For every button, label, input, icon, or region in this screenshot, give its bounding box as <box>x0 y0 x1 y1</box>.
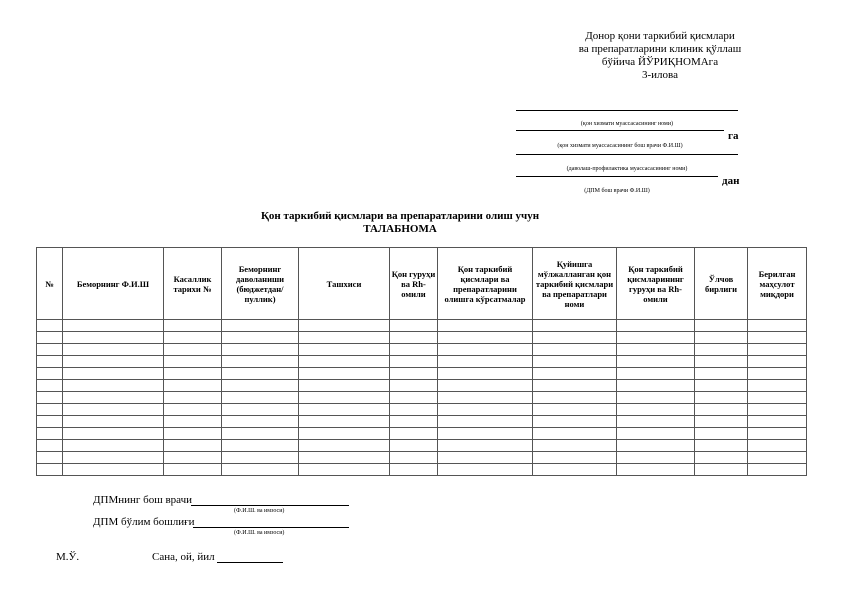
table-cell[interactable] <box>63 368 164 380</box>
table-cell[interactable] <box>299 464 390 476</box>
table-cell[interactable] <box>438 464 533 476</box>
table-cell[interactable] <box>164 380 222 392</box>
table-cell[interactable] <box>37 440 63 452</box>
col-header-patient-name: Беморнинг Ф.И.Ш <box>63 248 164 320</box>
table-cell[interactable] <box>695 416 748 428</box>
header-note-line: Донор қони таркибий қисмлари <box>585 30 735 42</box>
table-cell[interactable] <box>222 356 299 368</box>
table-cell[interactable] <box>533 344 617 356</box>
table-cell[interactable] <box>695 452 748 464</box>
col-header-blood-group: Қон гуруҳи ва Rh-омили <box>390 248 438 320</box>
table-cell[interactable] <box>695 356 748 368</box>
col-header-number: № <box>37 248 63 320</box>
table-cell[interactable] <box>695 404 748 416</box>
chief-signature-caption: (Ф.И.Ш. ва имзоси) <box>234 508 285 514</box>
table-cell[interactable] <box>695 368 748 380</box>
table-row <box>37 416 807 428</box>
title-line: Қон таркибий қисмлари ва препаратларини олиш учун <box>260 210 540 222</box>
col-header-component-group: Қон таркибий қисмларининг гуруҳи ва Rh-омили <box>617 248 695 320</box>
table-cell[interactable] <box>63 332 164 344</box>
col-header-quantity: Берилган маҳсулот миқдори <box>748 248 807 320</box>
title-main: ТАЛАБНОМА <box>363 223 437 235</box>
table-cell[interactable] <box>617 320 695 332</box>
table-cell[interactable] <box>222 320 299 332</box>
table-cell[interactable] <box>438 332 533 344</box>
table-cell[interactable] <box>37 356 63 368</box>
table-cell[interactable] <box>37 404 63 416</box>
sender-institution-caption: (даволаш-профилактика муассасасининг номи) <box>566 166 688 172</box>
table-cell[interactable] <box>748 464 807 476</box>
table-cell[interactable] <box>748 344 807 356</box>
table-cell[interactable] <box>222 440 299 452</box>
table-cell[interactable] <box>748 380 807 392</box>
table-cell[interactable] <box>748 416 807 428</box>
table-cell[interactable] <box>164 368 222 380</box>
table-cell[interactable] <box>617 392 695 404</box>
table-cell[interactable] <box>533 320 617 332</box>
table-cell[interactable] <box>390 344 438 356</box>
table-cell[interactable] <box>37 344 63 356</box>
table-header-row <box>37 248 807 320</box>
table-cell[interactable] <box>438 368 533 380</box>
table-cell[interactable] <box>748 440 807 452</box>
table-row <box>37 320 807 332</box>
table-cell[interactable] <box>438 416 533 428</box>
table-cell[interactable] <box>390 440 438 452</box>
table-cell[interactable] <box>299 416 390 428</box>
table-body <box>37 320 807 476</box>
table-cell[interactable] <box>748 356 807 368</box>
table-cell[interactable] <box>390 332 438 344</box>
table-cell[interactable] <box>617 380 695 392</box>
table-cell[interactable] <box>390 428 438 440</box>
table-cell[interactable] <box>37 392 63 404</box>
table-cell[interactable] <box>164 332 222 344</box>
table-cell[interactable] <box>748 368 807 380</box>
table-cell[interactable] <box>438 392 533 404</box>
table-row <box>37 392 807 404</box>
table-cell[interactable] <box>299 368 390 380</box>
table-cell[interactable] <box>617 428 695 440</box>
table-cell[interactable] <box>299 320 390 332</box>
col-header-history-no: Касаллик тарихи № <box>164 248 222 320</box>
table-cell[interactable] <box>37 416 63 428</box>
seal-label: М.Ў. <box>56 551 80 563</box>
table-cell[interactable] <box>695 464 748 476</box>
table-cell[interactable] <box>37 428 63 440</box>
table-row <box>37 368 807 380</box>
recipient-chief-line <box>516 130 724 131</box>
table-cell[interactable] <box>299 332 390 344</box>
table-cell[interactable] <box>63 428 164 440</box>
table-cell[interactable] <box>164 356 222 368</box>
col-header-component-name: Қуйишга мўлжалланган қон таркибий қисмлари ва препаратлари номи <box>533 248 617 320</box>
table-cell[interactable] <box>533 392 617 404</box>
table-row <box>37 332 807 344</box>
table-cell[interactable] <box>695 332 748 344</box>
table-cell[interactable] <box>390 464 438 476</box>
table-cell[interactable] <box>164 344 222 356</box>
chief-signature-label: ДПМнинг бош врачи <box>93 494 193 506</box>
sender-chief-caption: (ДПМ бош врачи Ф.И.Ш) <box>584 188 650 194</box>
table-cell[interactable] <box>438 320 533 332</box>
recipient-suffix: га <box>728 130 739 142</box>
table-cell[interactable] <box>617 404 695 416</box>
table-cell[interactable] <box>299 440 390 452</box>
table-cell[interactable] <box>63 404 164 416</box>
table-cell[interactable] <box>695 380 748 392</box>
table-cell[interactable] <box>533 428 617 440</box>
table-cell[interactable] <box>164 428 222 440</box>
table-cell[interactable] <box>695 392 748 404</box>
col-header-unit: Ўлчов бирлиги <box>695 248 748 320</box>
table-cell[interactable] <box>37 452 63 464</box>
table-cell[interactable] <box>617 368 695 380</box>
table-cell[interactable] <box>390 392 438 404</box>
col-header-treatment: Беморнинг даволаниши (бюджетдан/ пуллик) <box>222 248 299 320</box>
table-cell[interactable] <box>438 440 533 452</box>
table-cell[interactable] <box>438 344 533 356</box>
table-cell[interactable] <box>533 464 617 476</box>
table-cell[interactable] <box>617 416 695 428</box>
table-row <box>37 356 807 368</box>
table-cell[interactable] <box>164 440 222 452</box>
table-cell[interactable] <box>37 332 63 344</box>
table-cell[interactable] <box>222 392 299 404</box>
sender-institution-line <box>516 154 738 155</box>
table-cell[interactable] <box>438 356 533 368</box>
recipient-chief-caption: (қон хизмати муассасасининг бош врачи Ф.И.Ш) <box>557 143 683 149</box>
table-cell[interactable] <box>438 404 533 416</box>
table-row <box>37 380 807 392</box>
table-cell[interactable] <box>164 404 222 416</box>
sender-suffix: дан <box>722 175 740 187</box>
header-note-line: 3-илова <box>642 69 678 81</box>
table-cell[interactable] <box>533 416 617 428</box>
table-cell[interactable] <box>390 452 438 464</box>
table-cell[interactable] <box>222 428 299 440</box>
table-cell[interactable] <box>390 320 438 332</box>
table-cell[interactable] <box>164 320 222 332</box>
table-cell[interactable] <box>164 416 222 428</box>
table-cell[interactable] <box>617 332 695 344</box>
header-note-line: ва препаратларини клиник қўллаш <box>578 43 742 55</box>
table-row <box>37 452 807 464</box>
table-cell[interactable] <box>390 368 438 380</box>
table-cell[interactable] <box>617 440 695 452</box>
table-cell[interactable] <box>299 344 390 356</box>
table-cell[interactable] <box>37 368 63 380</box>
table-cell[interactable] <box>748 452 807 464</box>
table-cell[interactable] <box>222 404 299 416</box>
table-cell[interactable] <box>533 404 617 416</box>
table-cell[interactable] <box>533 332 617 344</box>
table-cell[interactable] <box>222 380 299 392</box>
table-row <box>37 404 807 416</box>
table-cell[interactable] <box>617 344 695 356</box>
table-cell[interactable] <box>695 440 748 452</box>
table-cell[interactable] <box>222 332 299 344</box>
table-cell[interactable] <box>222 464 299 476</box>
table-cell[interactable] <box>533 368 617 380</box>
chief-signature-line[interactable] <box>191 505 349 506</box>
table-cell[interactable] <box>748 428 807 440</box>
table-cell[interactable] <box>299 404 390 416</box>
table-row <box>37 440 807 452</box>
table-cell[interactable] <box>533 380 617 392</box>
table-cell[interactable] <box>533 440 617 452</box>
table-cell[interactable] <box>37 464 63 476</box>
dept-signature-label: ДПМ бўлим бошлиғи <box>93 516 195 528</box>
table-cell[interactable] <box>63 464 164 476</box>
table-cell[interactable] <box>617 464 695 476</box>
table-cell[interactable] <box>63 344 164 356</box>
table-cell[interactable] <box>164 452 222 464</box>
table-cell[interactable] <box>299 392 390 404</box>
table-cell[interactable] <box>63 440 164 452</box>
table-cell[interactable] <box>299 452 390 464</box>
table-cell[interactable] <box>164 392 222 404</box>
header-note <box>560 30 760 82</box>
sender-chief-line <box>516 176 718 177</box>
document-title <box>200 210 600 236</box>
request-table <box>36 247 807 476</box>
table-cell[interactable] <box>390 380 438 392</box>
table-cell[interactable] <box>748 320 807 332</box>
table-cell[interactable] <box>533 356 617 368</box>
recipient-institution-caption: (қон хизмати муассасасининг номи) <box>580 121 674 127</box>
table-cell[interactable] <box>299 428 390 440</box>
dept-signature-caption: (Ф.И.Ш. ва имзоси) <box>234 530 285 536</box>
table-cell[interactable] <box>695 428 748 440</box>
table-row <box>37 428 807 440</box>
table-cell[interactable] <box>748 392 807 404</box>
table-cell[interactable] <box>695 344 748 356</box>
table-cell[interactable] <box>222 452 299 464</box>
table-cell[interactable] <box>63 392 164 404</box>
date-line[interactable] <box>217 562 283 563</box>
table-cell[interactable] <box>63 320 164 332</box>
table-cell[interactable] <box>164 464 222 476</box>
table-row <box>37 464 807 476</box>
table-cell[interactable] <box>222 368 299 380</box>
table-cell[interactable] <box>390 356 438 368</box>
recipient-institution-line <box>516 110 738 111</box>
table-cell[interactable] <box>617 452 695 464</box>
table-cell[interactable] <box>299 356 390 368</box>
table-cell[interactable] <box>222 344 299 356</box>
table-cell[interactable] <box>748 332 807 344</box>
table-cell[interactable] <box>695 320 748 332</box>
table-cell[interactable] <box>438 380 533 392</box>
table-cell[interactable] <box>63 356 164 368</box>
table-cell[interactable] <box>617 356 695 368</box>
table-row <box>37 344 807 356</box>
table-cell[interactable] <box>533 452 617 464</box>
table-cell[interactable] <box>63 416 164 428</box>
table-cell[interactable] <box>438 452 533 464</box>
table-cell[interactable] <box>37 380 63 392</box>
table-cell[interactable] <box>63 452 164 464</box>
table-cell[interactable] <box>63 380 164 392</box>
date-label: Сана, ой, йил <box>152 551 215 563</box>
table-cell[interactable] <box>748 404 807 416</box>
table-cell[interactable] <box>390 416 438 428</box>
col-header-indications: Қон таркибий қисмлари ва препаратларини олишга кўрсатмалар <box>438 248 533 320</box>
table-cell[interactable] <box>390 404 438 416</box>
table-cell[interactable] <box>438 428 533 440</box>
table-cell[interactable] <box>299 380 390 392</box>
table-cell[interactable] <box>37 320 63 332</box>
dept-signature-line[interactable] <box>193 527 349 528</box>
table-cell[interactable] <box>222 416 299 428</box>
header-note-line: бўйича ЙЎРИҚНОМАга <box>601 56 719 68</box>
col-header-diagnosis: Ташхиси <box>299 248 390 320</box>
